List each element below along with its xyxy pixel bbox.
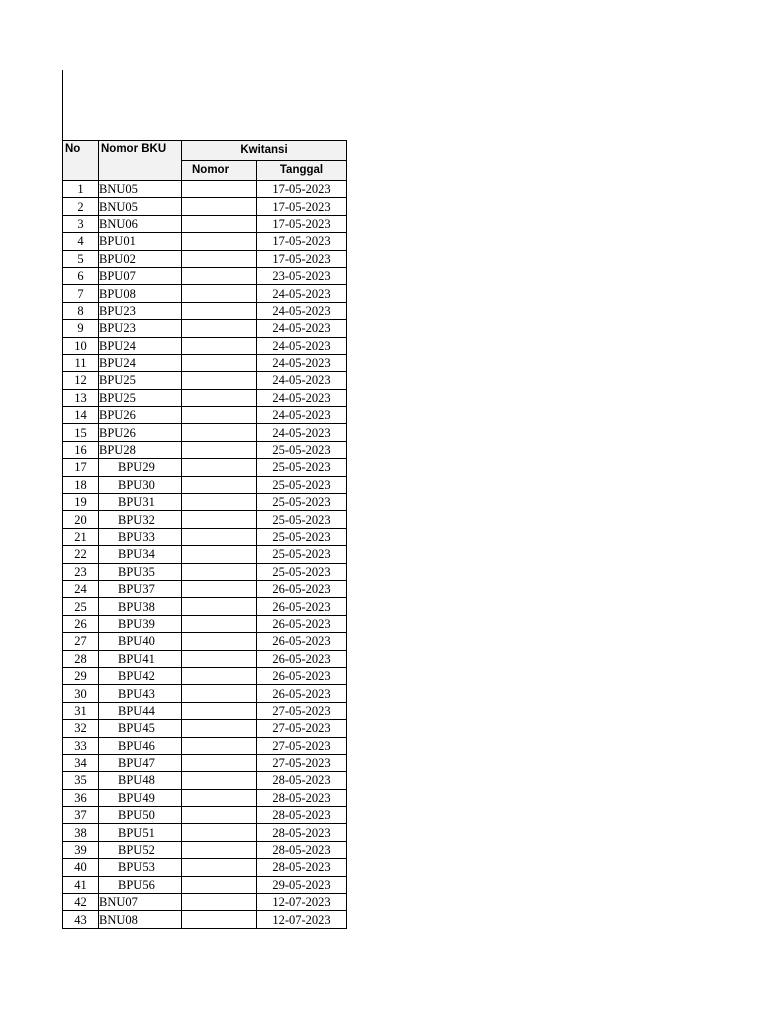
cell-kwitansi-tanggal: 24-05-2023 bbox=[257, 337, 347, 354]
cell-no: 43 bbox=[63, 911, 99, 928]
table-row bbox=[63, 511, 347, 528]
cell-no: 22 bbox=[63, 546, 99, 563]
table-row bbox=[63, 841, 347, 858]
cell-no: 8 bbox=[63, 302, 99, 319]
cell-nomor-bku: BPU46 bbox=[99, 737, 182, 754]
cell-nomor-bku: BPU07 bbox=[99, 267, 182, 284]
cell-kwitansi-nomor bbox=[182, 285, 257, 302]
cell-no: 36 bbox=[63, 789, 99, 806]
cell-nomor-bku: BPU35 bbox=[99, 563, 182, 580]
cell-kwitansi-nomor bbox=[182, 215, 257, 232]
cell-kwitansi-tanggal: 25-05-2023 bbox=[257, 459, 347, 476]
cell-kwitansi-nomor bbox=[182, 894, 257, 911]
cell-no: 28 bbox=[63, 650, 99, 667]
table-row bbox=[63, 267, 347, 284]
table-row bbox=[63, 876, 347, 893]
cell-kwitansi-tanggal: 24-05-2023 bbox=[257, 320, 347, 337]
table-row bbox=[63, 198, 347, 215]
cell-kwitansi-nomor bbox=[182, 859, 257, 876]
cell-no: 31 bbox=[63, 702, 99, 719]
table-row bbox=[63, 233, 347, 250]
cell-no: 38 bbox=[63, 824, 99, 841]
cell-no: 25 bbox=[63, 598, 99, 615]
table-row bbox=[63, 494, 347, 511]
cell-kwitansi-tanggal: 24-05-2023 bbox=[257, 354, 347, 371]
cell-kwitansi-nomor bbox=[182, 911, 257, 928]
cell-nomor-bku: BNU08 bbox=[99, 911, 182, 928]
cell-nomor-bku: BPU41 bbox=[99, 650, 182, 667]
cell-kwitansi-nomor bbox=[182, 476, 257, 493]
cell-nomor-bku: BPU01 bbox=[99, 233, 182, 250]
page-margin-rule bbox=[62, 70, 63, 140]
cell-nomor-bku: BPU48 bbox=[99, 772, 182, 789]
cell-kwitansi-nomor bbox=[182, 320, 257, 337]
cell-kwitansi-nomor bbox=[182, 667, 257, 684]
cell-nomor-bku: BPU25 bbox=[99, 389, 182, 406]
table-row bbox=[63, 424, 347, 441]
cell-kwitansi-tanggal: 26-05-2023 bbox=[257, 633, 347, 650]
bku-table bbox=[62, 140, 347, 929]
header-kwitansi: Kwitansi bbox=[182, 141, 347, 161]
table-row bbox=[63, 528, 347, 545]
cell-no: 5 bbox=[63, 250, 99, 267]
cell-kwitansi-nomor bbox=[182, 424, 257, 441]
cell-kwitansi-nomor bbox=[182, 650, 257, 667]
cell-no: 33 bbox=[63, 737, 99, 754]
table-row bbox=[63, 772, 347, 789]
cell-nomor-bku: BPU40 bbox=[99, 633, 182, 650]
table-row bbox=[63, 702, 347, 719]
cell-kwitansi-nomor bbox=[182, 511, 257, 528]
header-nomor: Nomor bbox=[182, 161, 257, 181]
cell-kwitansi-tanggal: 12-07-2023 bbox=[257, 911, 347, 928]
cell-kwitansi-tanggal: 25-05-2023 bbox=[257, 476, 347, 493]
table-row bbox=[63, 789, 347, 806]
cell-no: 14 bbox=[63, 407, 99, 424]
header-no: No bbox=[63, 141, 99, 181]
cell-kwitansi-nomor bbox=[182, 633, 257, 650]
header-nomor-bku: Nomor BKU bbox=[99, 141, 182, 181]
cell-nomor-bku: BNU06 bbox=[99, 215, 182, 232]
table-row bbox=[63, 546, 347, 563]
table-row bbox=[63, 598, 347, 615]
cell-kwitansi-tanggal: 25-05-2023 bbox=[257, 441, 347, 458]
table-row bbox=[63, 285, 347, 302]
table-row bbox=[63, 859, 347, 876]
cell-kwitansi-nomor bbox=[182, 876, 257, 893]
cell-no: 12 bbox=[63, 372, 99, 389]
cell-kwitansi-tanggal: 27-05-2023 bbox=[257, 702, 347, 719]
cell-nomor-bku: BPU56 bbox=[99, 876, 182, 893]
cell-nomor-bku: BNU05 bbox=[99, 181, 182, 198]
cell-no: 21 bbox=[63, 528, 99, 545]
cell-nomor-bku: BPU26 bbox=[99, 424, 182, 441]
cell-nomor-bku: BPU23 bbox=[99, 302, 182, 319]
table-row bbox=[63, 737, 347, 754]
table-row bbox=[63, 720, 347, 737]
cell-kwitansi-nomor bbox=[182, 824, 257, 841]
cell-kwitansi-tanggal: 28-05-2023 bbox=[257, 824, 347, 841]
cell-kwitansi-nomor bbox=[182, 302, 257, 319]
cell-kwitansi-nomor bbox=[182, 372, 257, 389]
table-row bbox=[63, 302, 347, 319]
cell-kwitansi-tanggal: 25-05-2023 bbox=[257, 511, 347, 528]
cell-nomor-bku: BPU44 bbox=[99, 702, 182, 719]
table-header bbox=[63, 141, 347, 181]
cell-nomor-bku: BPU32 bbox=[99, 511, 182, 528]
table-row bbox=[63, 441, 347, 458]
table-row bbox=[63, 476, 347, 493]
cell-kwitansi-tanggal: 12-07-2023 bbox=[257, 894, 347, 911]
cell-no: 9 bbox=[63, 320, 99, 337]
cell-nomor-bku: BPU24 bbox=[99, 354, 182, 371]
cell-kwitansi-nomor bbox=[182, 789, 257, 806]
cell-no: 23 bbox=[63, 563, 99, 580]
cell-kwitansi-nomor bbox=[182, 198, 257, 215]
table-row bbox=[63, 181, 347, 198]
cell-nomor-bku: BPU31 bbox=[99, 494, 182, 511]
cell-nomor-bku: BPU33 bbox=[99, 528, 182, 545]
cell-kwitansi-tanggal: 26-05-2023 bbox=[257, 598, 347, 615]
cell-nomor-bku: BPU38 bbox=[99, 598, 182, 615]
cell-nomor-bku: BNU07 bbox=[99, 894, 182, 911]
cell-nomor-bku: BPU34 bbox=[99, 546, 182, 563]
cell-nomor-bku: BPU42 bbox=[99, 667, 182, 684]
cell-kwitansi-tanggal: 27-05-2023 bbox=[257, 720, 347, 737]
cell-no: 42 bbox=[63, 894, 99, 911]
cell-kwitansi-nomor bbox=[182, 233, 257, 250]
cell-kwitansi-nomor bbox=[182, 337, 257, 354]
cell-no: 4 bbox=[63, 233, 99, 250]
cell-no: 41 bbox=[63, 876, 99, 893]
table-row bbox=[63, 407, 347, 424]
table-row bbox=[63, 685, 347, 702]
cell-kwitansi-nomor bbox=[182, 494, 257, 511]
cell-kwitansi-nomor bbox=[182, 528, 257, 545]
table-row bbox=[63, 372, 347, 389]
cell-kwitansi-tanggal: 28-05-2023 bbox=[257, 772, 347, 789]
cell-kwitansi-nomor bbox=[182, 354, 257, 371]
table-row bbox=[63, 563, 347, 580]
cell-no: 29 bbox=[63, 667, 99, 684]
cell-kwitansi-nomor bbox=[182, 720, 257, 737]
table-row bbox=[63, 337, 347, 354]
table-row bbox=[63, 911, 347, 928]
cell-kwitansi-nomor bbox=[182, 598, 257, 615]
cell-no: 16 bbox=[63, 441, 99, 458]
table-row bbox=[63, 667, 347, 684]
cell-no: 35 bbox=[63, 772, 99, 789]
table-row bbox=[63, 650, 347, 667]
cell-no: 24 bbox=[63, 580, 99, 597]
cell-kwitansi-tanggal: 26-05-2023 bbox=[257, 580, 347, 597]
cell-kwitansi-tanggal: 28-05-2023 bbox=[257, 789, 347, 806]
cell-kwitansi-nomor bbox=[182, 250, 257, 267]
cell-kwitansi-tanggal: 25-05-2023 bbox=[257, 494, 347, 511]
cell-kwitansi-nomor bbox=[182, 615, 257, 632]
header-tanggal: Tanggal bbox=[257, 161, 347, 181]
cell-nomor-bku: BPU47 bbox=[99, 754, 182, 771]
cell-nomor-bku: BPU37 bbox=[99, 580, 182, 597]
cell-kwitansi-nomor bbox=[182, 563, 257, 580]
cell-nomor-bku: BPU24 bbox=[99, 337, 182, 354]
table-row bbox=[63, 320, 347, 337]
cell-kwitansi-tanggal: 23-05-2023 bbox=[257, 267, 347, 284]
table-row bbox=[63, 580, 347, 597]
cell-kwitansi-tanggal: 24-05-2023 bbox=[257, 407, 347, 424]
cell-nomor-bku: BPU50 bbox=[99, 807, 182, 824]
cell-kwitansi-tanggal: 17-05-2023 bbox=[257, 181, 347, 198]
cell-no: 18 bbox=[63, 476, 99, 493]
table-row bbox=[63, 615, 347, 632]
cell-nomor-bku: BPU28 bbox=[99, 441, 182, 458]
cell-no: 27 bbox=[63, 633, 99, 650]
cell-kwitansi-tanggal: 17-05-2023 bbox=[257, 215, 347, 232]
table-row bbox=[63, 754, 347, 771]
table-row bbox=[63, 633, 347, 650]
table-row bbox=[63, 215, 347, 232]
cell-kwitansi-nomor bbox=[182, 407, 257, 424]
cell-kwitansi-tanggal: 25-05-2023 bbox=[257, 563, 347, 580]
cell-kwitansi-tanggal: 28-05-2023 bbox=[257, 807, 347, 824]
cell-nomor-bku: BPU43 bbox=[99, 685, 182, 702]
cell-kwitansi-nomor bbox=[182, 685, 257, 702]
cell-nomor-bku: BPU49 bbox=[99, 789, 182, 806]
cell-no: 34 bbox=[63, 754, 99, 771]
cell-nomor-bku: BPU25 bbox=[99, 372, 182, 389]
cell-nomor-bku: BPU23 bbox=[99, 320, 182, 337]
cell-nomor-bku: BPU52 bbox=[99, 841, 182, 858]
cell-nomor-bku: BPU39 bbox=[99, 615, 182, 632]
cell-kwitansi-nomor bbox=[182, 772, 257, 789]
cell-nomor-bku: BPU51 bbox=[99, 824, 182, 841]
cell-kwitansi-tanggal: 17-05-2023 bbox=[257, 198, 347, 215]
cell-kwitansi-tanggal: 28-05-2023 bbox=[257, 841, 347, 858]
cell-kwitansi-tanggal: 17-05-2023 bbox=[257, 250, 347, 267]
cell-no: 37 bbox=[63, 807, 99, 824]
cell-kwitansi-tanggal: 24-05-2023 bbox=[257, 285, 347, 302]
cell-no: 1 bbox=[63, 181, 99, 198]
cell-kwitansi-tanggal: 25-05-2023 bbox=[257, 546, 347, 563]
cell-kwitansi-nomor bbox=[182, 737, 257, 754]
table-row bbox=[63, 389, 347, 406]
cell-nomor-bku: BPU02 bbox=[99, 250, 182, 267]
cell-kwitansi-nomor bbox=[182, 267, 257, 284]
cell-kwitansi-tanggal: 27-05-2023 bbox=[257, 754, 347, 771]
cell-no: 13 bbox=[63, 389, 99, 406]
cell-no: 26 bbox=[63, 615, 99, 632]
cell-nomor-bku: BPU08 bbox=[99, 285, 182, 302]
cell-no: 7 bbox=[63, 285, 99, 302]
cell-kwitansi-nomor bbox=[182, 754, 257, 771]
cell-kwitansi-tanggal: 24-05-2023 bbox=[257, 389, 347, 406]
cell-kwitansi-tanggal: 17-05-2023 bbox=[257, 233, 347, 250]
cell-kwitansi-nomor bbox=[182, 702, 257, 719]
cell-no: 40 bbox=[63, 859, 99, 876]
cell-kwitansi-nomor bbox=[182, 546, 257, 563]
cell-kwitansi-tanggal: 26-05-2023 bbox=[257, 650, 347, 667]
cell-kwitansi-tanggal: 26-05-2023 bbox=[257, 667, 347, 684]
cell-no: 11 bbox=[63, 354, 99, 371]
cell-kwitansi-nomor bbox=[182, 441, 257, 458]
cell-kwitansi-nomor bbox=[182, 580, 257, 597]
cell-no: 2 bbox=[63, 198, 99, 215]
cell-no: 6 bbox=[63, 267, 99, 284]
cell-no: 3 bbox=[63, 215, 99, 232]
cell-no: 20 bbox=[63, 511, 99, 528]
cell-nomor-bku: BPU45 bbox=[99, 720, 182, 737]
cell-kwitansi-nomor bbox=[182, 807, 257, 824]
table-row bbox=[63, 824, 347, 841]
cell-no: 32 bbox=[63, 720, 99, 737]
table-body bbox=[63, 181, 347, 929]
cell-no: 10 bbox=[63, 337, 99, 354]
cell-kwitansi-tanggal: 26-05-2023 bbox=[257, 685, 347, 702]
table-row bbox=[63, 894, 347, 911]
cell-kwitansi-nomor bbox=[182, 459, 257, 476]
cell-nomor-bku: BPU26 bbox=[99, 407, 182, 424]
cell-kwitansi-nomor bbox=[182, 181, 257, 198]
cell-kwitansi-tanggal: 28-05-2023 bbox=[257, 859, 347, 876]
cell-kwitansi-tanggal: 24-05-2023 bbox=[257, 372, 347, 389]
table-row bbox=[63, 354, 347, 371]
cell-kwitansi-tanggal: 27-05-2023 bbox=[257, 737, 347, 754]
cell-kwitansi-nomor bbox=[182, 389, 257, 406]
cell-kwitansi-tanggal: 24-05-2023 bbox=[257, 302, 347, 319]
cell-nomor-bku: BPU30 bbox=[99, 476, 182, 493]
cell-no: 17 bbox=[63, 459, 99, 476]
table-row bbox=[63, 807, 347, 824]
cell-kwitansi-nomor bbox=[182, 841, 257, 858]
cell-kwitansi-tanggal: 24-05-2023 bbox=[257, 424, 347, 441]
cell-no: 30 bbox=[63, 685, 99, 702]
cell-kwitansi-tanggal: 25-05-2023 bbox=[257, 528, 347, 545]
table-row bbox=[63, 459, 347, 476]
cell-no: 15 bbox=[63, 424, 99, 441]
cell-no: 39 bbox=[63, 841, 99, 858]
cell-nomor-bku: BNU05 bbox=[99, 198, 182, 215]
cell-no: 19 bbox=[63, 494, 99, 511]
cell-kwitansi-tanggal: 26-05-2023 bbox=[257, 615, 347, 632]
cell-nomor-bku: BPU29 bbox=[99, 459, 182, 476]
table-row bbox=[63, 250, 347, 267]
cell-kwitansi-tanggal: 29-05-2023 bbox=[257, 876, 347, 893]
cell-nomor-bku: BPU53 bbox=[99, 859, 182, 876]
